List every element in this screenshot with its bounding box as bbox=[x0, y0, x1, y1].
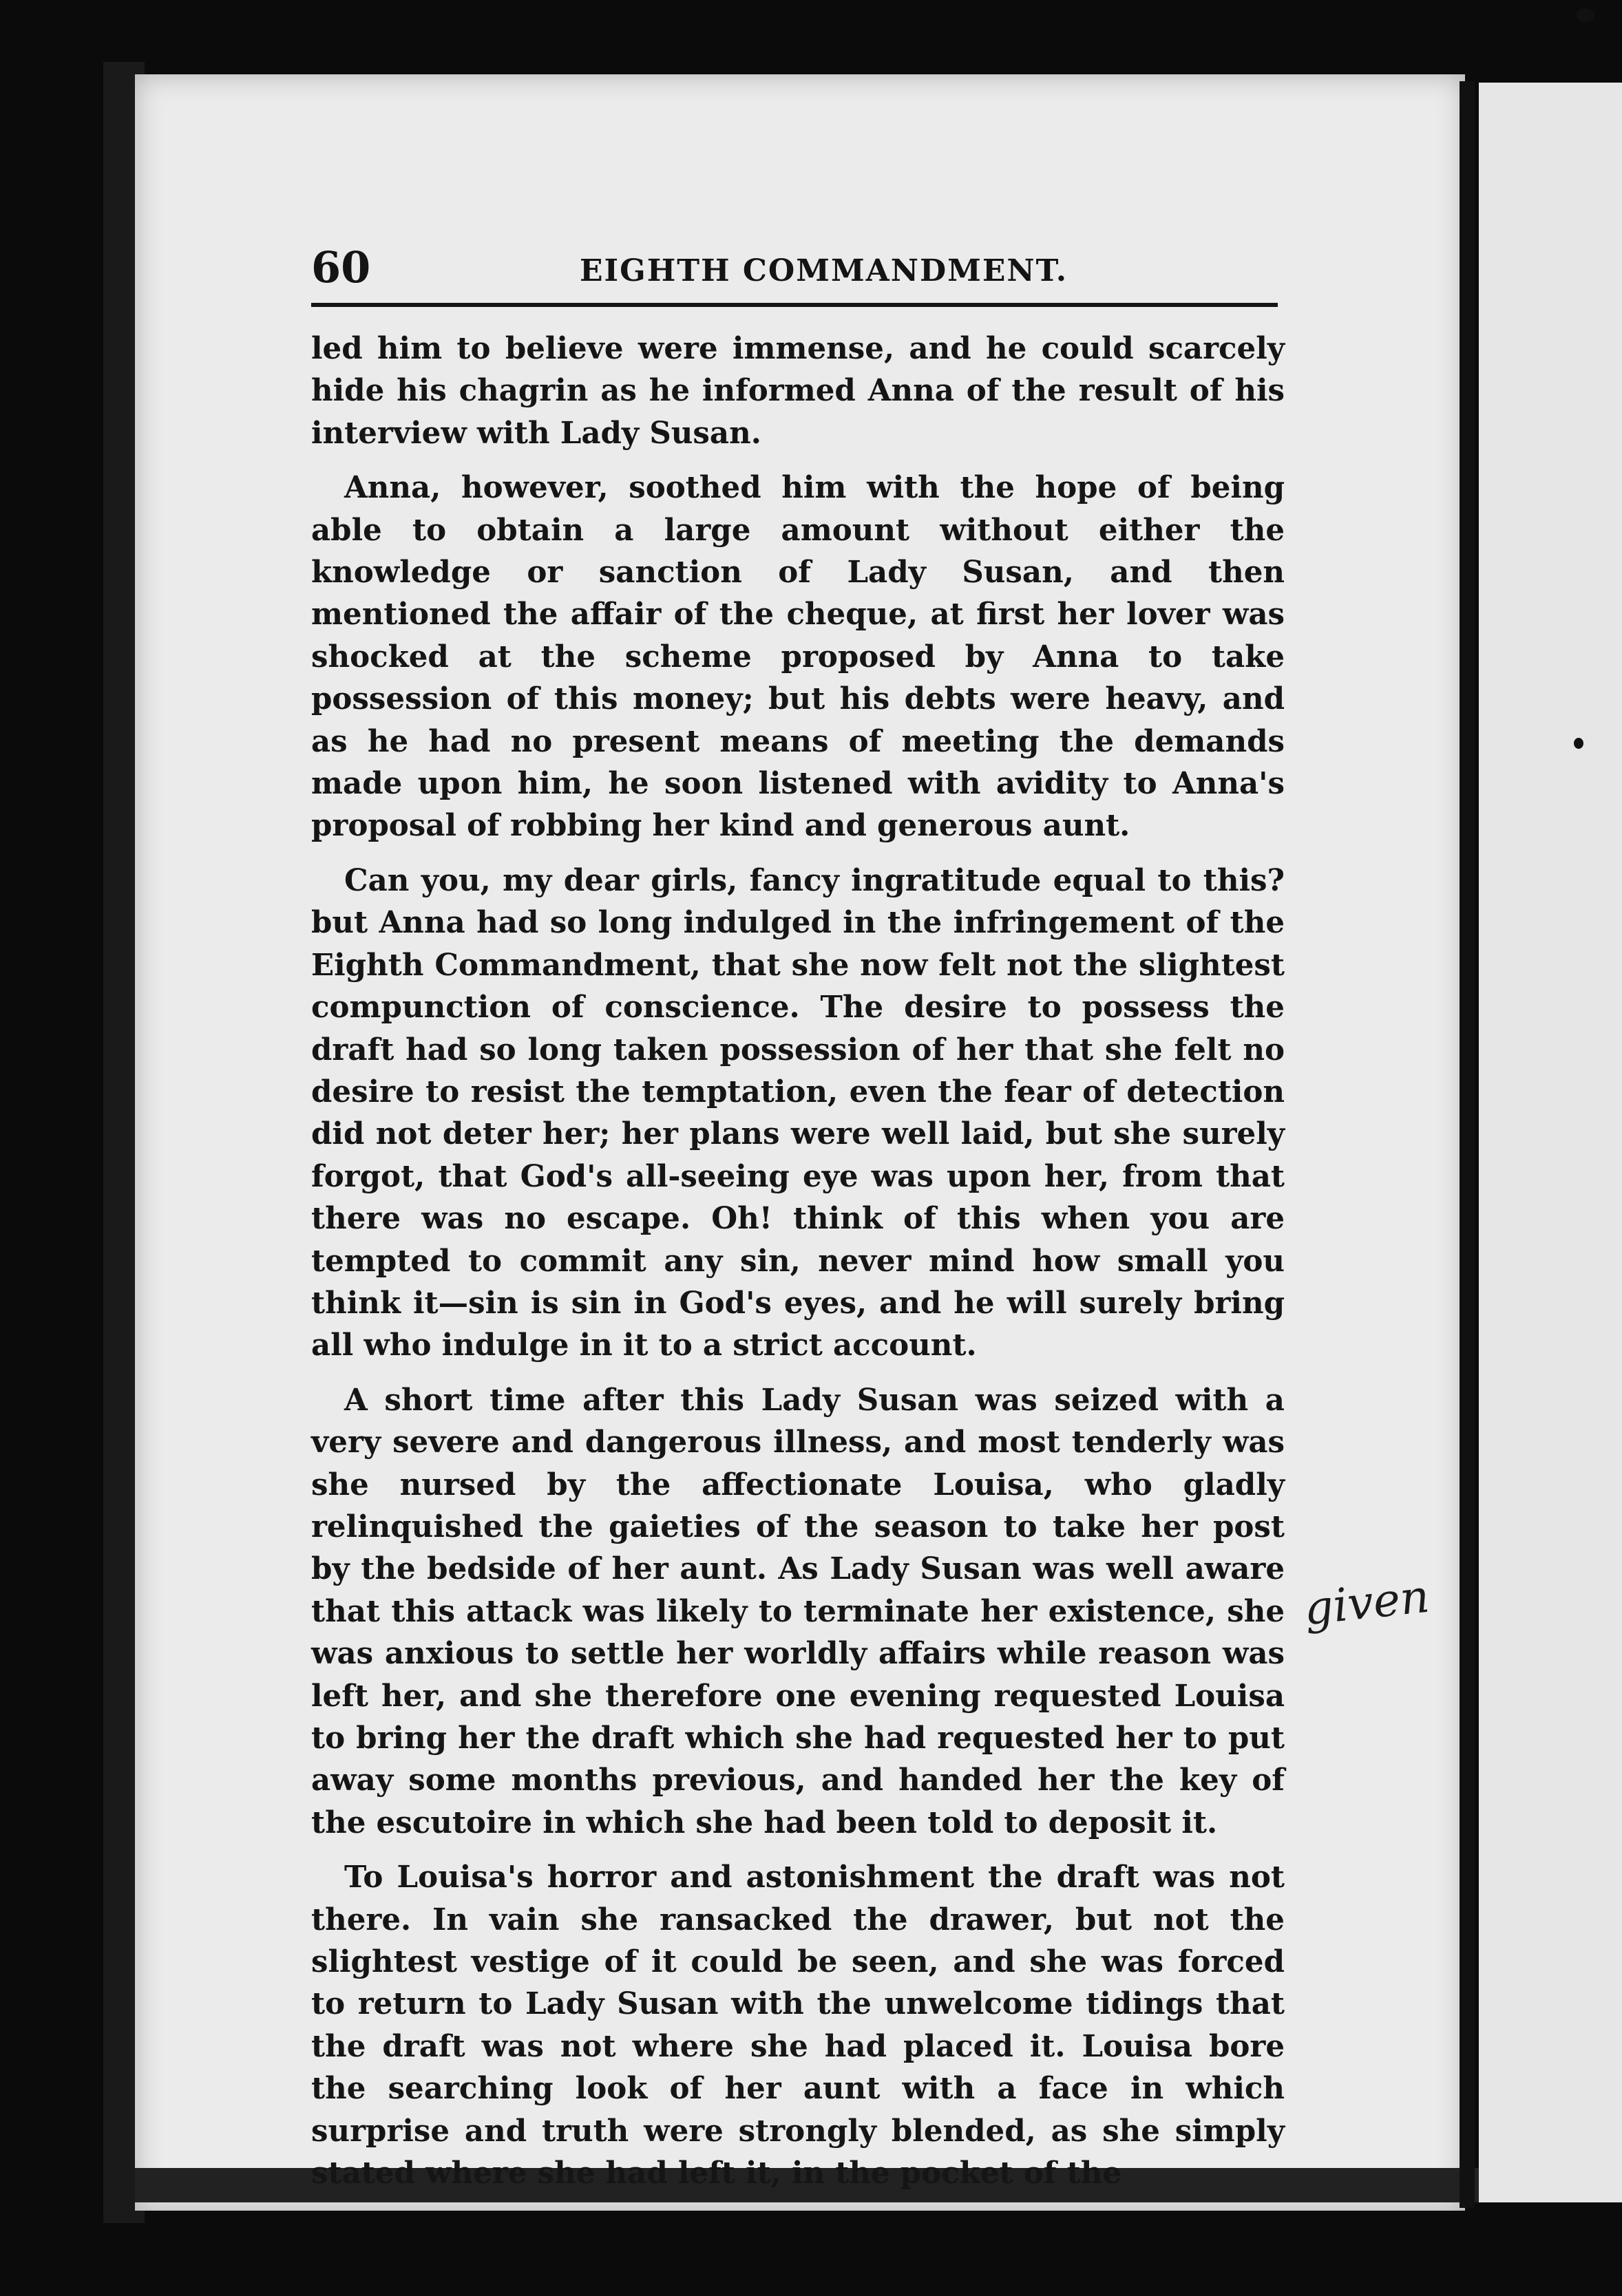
header-rule bbox=[311, 303, 1278, 307]
paragraph: A short time after this Lady Susan was seized with a very severe and dangerous illness, and most tenderly was she nursed by the affectionate Louisa, who gladly relinquished the gaieties of the season to take her post by the bedside of her aunt. As Lady Susan was well aware that this attack was likely to terminate her existence, she was anxious to settle her worldly affairs while reason was left her, and she therefore one evening requested Louisa to bring her the draft which she had requested her to put away some months previous, and handed her the key of the escutoire in which she had been told to deposit it. bbox=[311, 1382, 1285, 1840]
paragraph: To Louisa's horror and astonishment the draft was not there. In vain she ransacked the drawer, but not the slightest vestige of it could be seen, and she was forced to return to Lady Susan with the unwelcome tidings that the draft was not where she had placed it. Louisa bore the searching look of her aunt with a face in which surprise and truth were strongly blended, as she simply stated where she had left it, in the pocket of the bbox=[311, 1860, 1285, 2191]
page-header bbox=[311, 242, 1278, 297]
running-title: EIGHTH COMMANDMENT. bbox=[580, 253, 1068, 288]
paragraph: Anna, however, soothed him with the hope of being able to obtain a large amount without either the knowledge or sanction of Lady Susan, and then mentioned the affair of the cheque, at first her lover was shocked at the scheme proposed by Anna to take possession of this money; but his debts were heavy, and as he had no present means of meeting the demands made upon him, he soon listened with avidity to Anna's proposal of robbing her kind and generous aunt. bbox=[311, 470, 1285, 844]
paragraph: Can you, my dear girls, fancy ingratitude equal to this? but Anna had so long indulged in the infringement of the Eighth Commandment, that she now felt not the slightest compunction of conscience. The desire to possess the draft had so long taken possession of her that she felt no desire to resist the temptation, even the fear of detection did not deter her; her plans were well laid, but she surely forgot, that God's all-seeing eye was upon her, from that there was no escape. Oh! think of this when you are tempted to commit any sin, never mind how small you think it—sin is sin in God's eyes, and he will surely bring all who indulge in it to a strict account. bbox=[311, 862, 1285, 1363]
handwritten-margin-note: given bbox=[1301, 1569, 1432, 1636]
ink-speck bbox=[1577, 8, 1594, 22]
facing-page-edge bbox=[1479, 83, 1622, 2202]
ink-speck bbox=[1574, 738, 1583, 749]
body-text bbox=[311, 328, 1285, 2194]
page-number: 60 bbox=[311, 242, 371, 293]
book-spine bbox=[1460, 81, 1475, 2208]
paragraph: led him to believe were immense, and he could scarcely hide his chagrin as he informed Anna of the result of his interview with Lady Susan. bbox=[311, 331, 1285, 451]
